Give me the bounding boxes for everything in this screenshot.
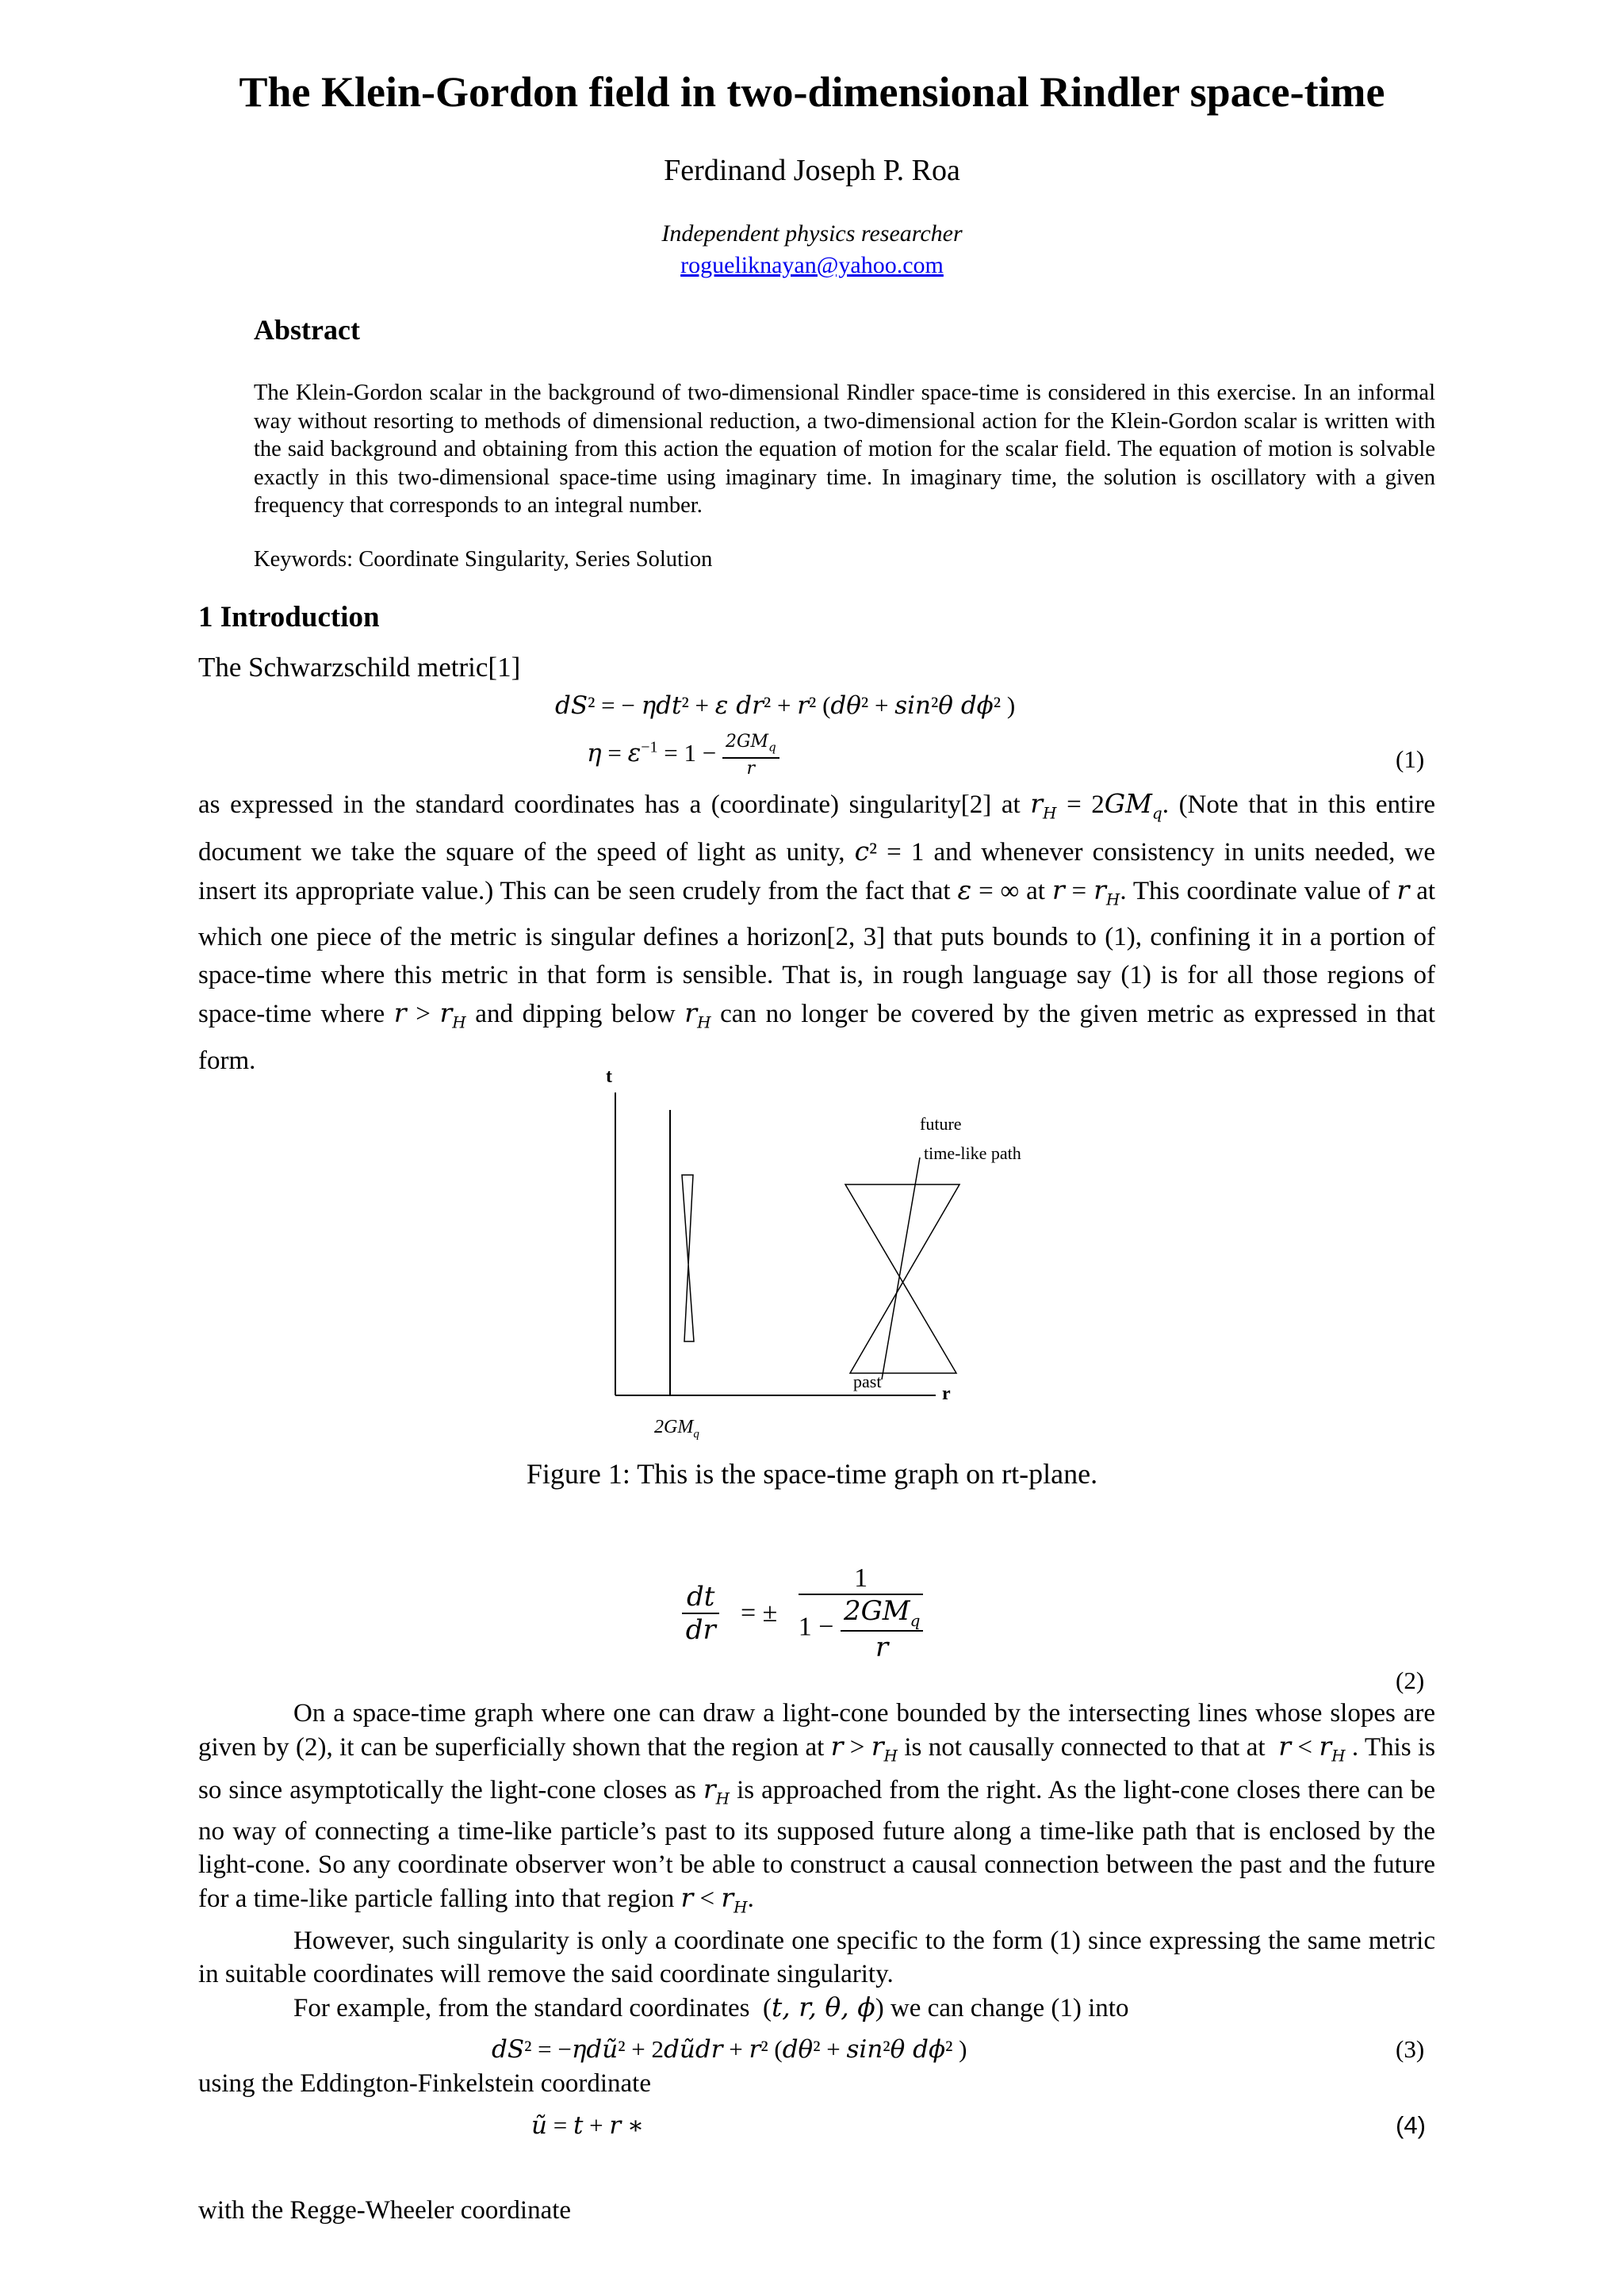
past-label: past — [853, 1372, 882, 1391]
equation-1a: dS² = − ηdt² + ε dr² + r² (dθ² + sin²θ dϕ² ) — [555, 691, 1016, 720]
abstract-text: The Klein-Gordon scalar in the background of two-dimensional Rindler space-time is considered in this exercise. In an informal way without resorting to methods of dimensional reduction, a two-dimensional action for the Klein-Gordon scalar is written with the said background and obtaining from this action the equation of motion for the scalar field. The equation of motion is solvable exactly in this two-dimensional space-time using imaginary time. In imaginary time, the solution is oscillatory with a given frequency that corresponds to an integral number. — [254, 381, 1435, 518]
timelike-path — [882, 1158, 920, 1380]
abstract-heading: Abstract — [254, 314, 360, 346]
keywords: Keywords: Coordinate Singularity, Series Solution — [254, 547, 713, 572]
equation-number: (4) — [1396, 2111, 1426, 2139]
intro-line: The Schwarzschild metric[1] — [198, 652, 521, 683]
future-label: future — [920, 1114, 962, 1134]
section-heading: 1 Introduction — [198, 601, 380, 633]
axis-t-label: t — [606, 1066, 612, 1087]
author-name: Ferdinand Joseph P. Roa — [664, 154, 960, 187]
equation-number: (1) — [1396, 745, 1425, 773]
equation-1b: $\eta = \varepsilon^{-1} = 1$ − $\frac{2GM_q}{r}$ — [587, 731, 779, 779]
figure-caption: Figure 1: This is the space-time graph on rt-plane. — [526, 1458, 1098, 1490]
last-line: with the Regge-Wheeler coordinate — [198, 2196, 572, 2225]
spacetime-figure — [587, 1062, 1063, 1443]
paper-title: The Klein-Gordon field in two-dimensional Rindler space-time — [239, 68, 1385, 116]
wide-light-cone — [845, 1184, 959, 1373]
equation-4: ũ = t + r ∗ — [531, 2111, 645, 2140]
paragraph: On a space-time graph where one can draw a light-cone bounded by the intersecting lines whose slopes are given by (2), it can be superficially shown that the region at $r > r_H$ is not causally connected to that at $r < r_H$ . This is so since asymptotically the light-cone closes as $r_H$ is approached from the right. As the light-cone closes there can be no way of connecting a time-like particle’s past to its supposed future along a time-like path that is enclosed by the light-cone. So any coordinate observer won’t be able to construct a causal connection between the past and the future for a time-like particle falling into that region $r < r_H$. However, such singularity is only a coordinate one specific to the form (1) since expressing the same metric in suitable coordinates will remove the said coordinate singularity. For example, from the standard coordinates (t, r, θ, ϕ) we can change (1) into — [198, 1699, 1436, 2022]
equation-3: dS² = −ηdũ² + 2dũdr + r² (dθ² + sin²θ dϕ² ) — [492, 2035, 967, 2064]
equation-number: (3) — [1396, 2035, 1425, 2063]
paragraph: using the Eddington-Finkelstein coordinate — [198, 2069, 651, 2098]
timelike-path-label: time-like path — [924, 1143, 1021, 1163]
paragraph: as expressed in the standard coordinates has a (coordinate) singularity[2] at $r_H = 2GM_q$. (Note that in this entire document we take the square of the speed of light as unity, c² = 1 and whenever consistency in units needed, we insert its appropriate value.) This can be seen crudely from the fact that ε = ∞ at $r = r_H$. This coordinate value of r at which one piece of the metric is singular defines a horizon[2, 3] that puts bounds to (1), confining it in a portion of space-time where this metric in that form is sensible. That is, in rough language say (1) is for all those regions of space-time where $r > r_H$ and dipping below $r_H$ can no longer be covered by the given metric as expressed in that form. — [198, 788, 1436, 1075]
axis-r-label: r — [942, 1383, 951, 1404]
author-email-link[interactable]: rogueliknayan@yahoo.com — [680, 252, 944, 278]
equation-2: $\frac{dt}{dr}$ = ± 1 1 − $2GM_q$ r — [682, 1563, 923, 1663]
narrow-light-cone — [682, 1175, 694, 1341]
horizon-label: $2GM_q$ — [654, 1417, 699, 1441]
affiliation: Independent physics researcher — [661, 220, 963, 247]
equation-number: (2) — [1396, 1667, 1425, 1694]
